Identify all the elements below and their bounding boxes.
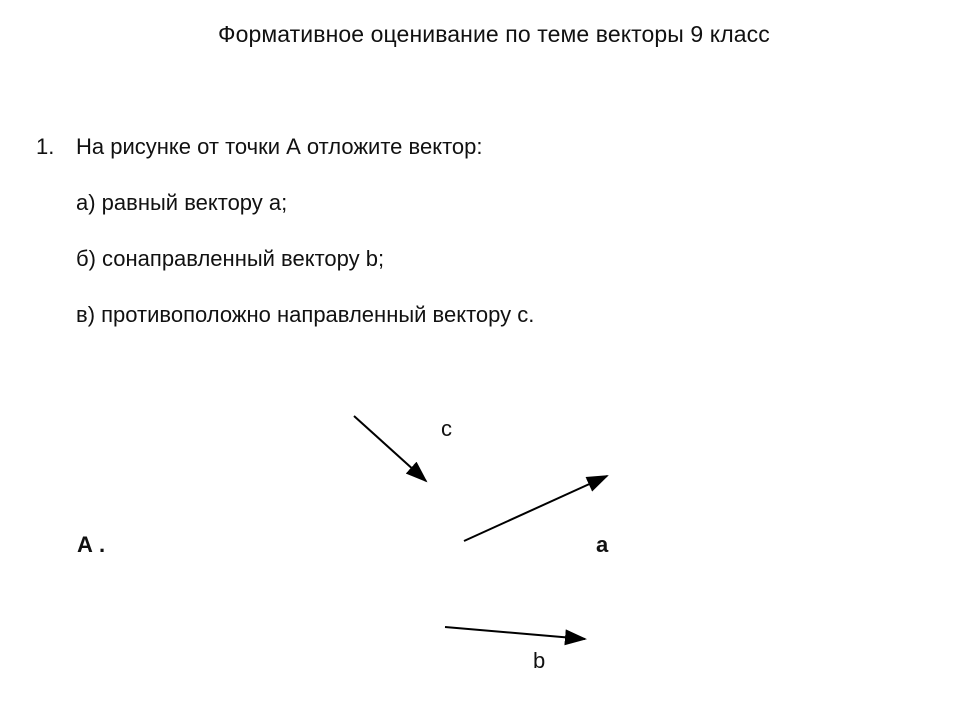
vector-b-label: b [533, 648, 546, 673]
task-number: 1. [36, 134, 55, 159]
task-item-c: в) противоположно направленный вектору с. [76, 302, 535, 327]
task-item-a: а) равный вектору а; [76, 190, 288, 215]
vector-c-arrow [354, 416, 426, 481]
vector-a-label: а [596, 532, 609, 557]
task-prompt: На рисунке от точки А отложите вектор: [76, 134, 483, 159]
vector-a-arrow [464, 476, 607, 541]
task-item-b: б) сонаправленный вектору b; [76, 246, 385, 271]
vector-b-arrow [445, 627, 585, 639]
point-a-label: А . [77, 532, 106, 557]
page-title: Формативное оценивание по теме векторы 9 класс [218, 21, 770, 47]
vector-c-label: с [441, 416, 452, 441]
